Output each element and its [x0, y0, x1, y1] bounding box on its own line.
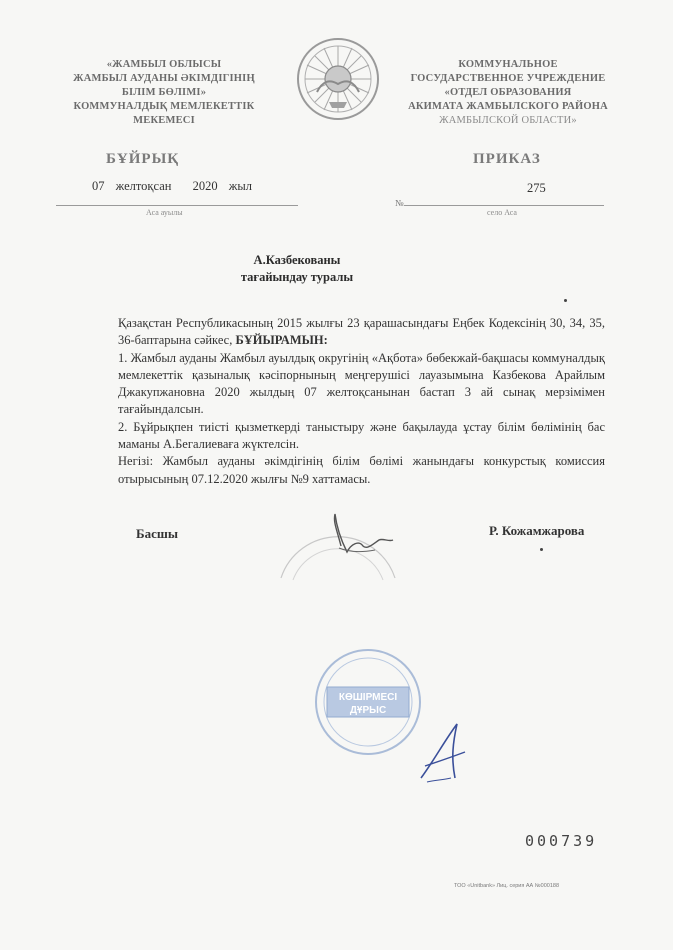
header-left-line: КОММУНАЛДЫҚ МЕМЛЕКЕТТІК — [73, 101, 255, 112]
header-right-line: ЖАМБЫЛСКОЙ ОБЛАСТИ» — [439, 115, 577, 126]
signature-position: Басшы — [136, 526, 178, 541]
copy-stamp-line-2: ДҰРЫС — [349, 705, 387, 716]
order-date — [92, 179, 252, 194]
title-line: тағайындау туралы — [240, 270, 354, 284]
date-suffix: жыл — [228, 179, 252, 193]
header-right-line: «ОТДЕЛ ОБРАЗОВАНИЯ — [444, 87, 572, 98]
place-kazakh: Аса ауылы — [146, 208, 183, 217]
header-right-russian — [388, 58, 628, 128]
place-russian: село Аса — [487, 208, 517, 217]
order-number: 275 — [527, 181, 546, 195]
copy-stamp-line-1: КӨШІРМЕСІ — [338, 692, 398, 703]
header-rule-right — [404, 205, 604, 206]
handwritten-initials-icon — [415, 718, 471, 790]
printer-footer: ТОО «Unitbank» Лиц. серия АА №000188 — [454, 883, 560, 889]
serial-number: 000739 — [525, 832, 598, 850]
header-left-kazakh — [48, 58, 280, 128]
header-right-line: АКИМАТА ЖАМБЫЛСКОГО РАЙОНА — [408, 101, 608, 112]
header-left-line: ЖАМБЫЛ АУДАНЫ ӘКІМДІГІНІҢ — [73, 73, 255, 84]
number-sign: № — [395, 198, 404, 208]
certified-copy-stamp — [313, 647, 423, 757]
doc-type-kazakh: БҰЙРЫҚ — [106, 151, 180, 167]
date-day: 07 — [92, 179, 105, 193]
doc-type-russian: ПРИКАЗ — [473, 151, 541, 167]
preamble-text: Қазақстан Республикасының 2015 жылғы 23 қарашасындағы Еңбек Кодексінің 30, 34, 35, 36-баптарына сәйкес, — [118, 316, 605, 348]
preamble — [118, 315, 605, 350]
order-item-1: 1. Жамбыл ауданы Жамбыл ауылдық округінің «Ақбота» бөбекжай-бақшасы коммуналдық мемлекеттік қазыналық кәсіпорнының меңгерушісі лауазымына Казбекова Арайлым Джакупжановна 2020 жылдың 07 желтоқсанынан бастап 3 ай сынақ мерзімімен тағайындалсын. — [118, 350, 605, 417]
order-verb: БҰЙЫРАМЫН: — [235, 333, 328, 348]
signature-name: Р. Кожамжарова — [489, 523, 585, 538]
order-body — [118, 315, 605, 488]
header-left-line: «ЖАМБЫЛ ОБЛЫСЫ — [106, 59, 222, 70]
scan-dot — [564, 299, 567, 302]
official-seal-with-signature — [263, 500, 413, 586]
header-left-line: БІЛІМ БӨЛІМІ» — [121, 87, 207, 98]
date-month: желтоқсан — [115, 179, 172, 193]
order-item-2: 2. Бұйрықпен тиісті қызметкерді таныстыру және бақылауда ұстау білім бөлімінің бас маманы А.Бегалиеваға жүктелсін. — [118, 419, 605, 452]
title-line: А.Казбекованы — [253, 253, 341, 267]
header-right-line: ГОСУДАРСТВЕННОЕ УЧРЕЖДЕНИЕ — [410, 73, 606, 84]
state-emblem-icon — [295, 36, 381, 122]
order-title — [230, 252, 364, 286]
header-right-line: КОММУНАЛЬНОЕ — [458, 59, 558, 70]
order-basis: Негізі: Жамбыл ауданы әкімдігінің білім бөлімі жанындағы конкурстық комиссия отырысының 07.12.2020 жылғы №9 хаттамасы. — [118, 454, 605, 486]
header-rule-left — [56, 205, 298, 206]
date-year: 2020 — [192, 179, 218, 193]
header-left-line: МЕКЕМЕСІ — [133, 115, 195, 126]
scan-dot — [540, 548, 543, 551]
